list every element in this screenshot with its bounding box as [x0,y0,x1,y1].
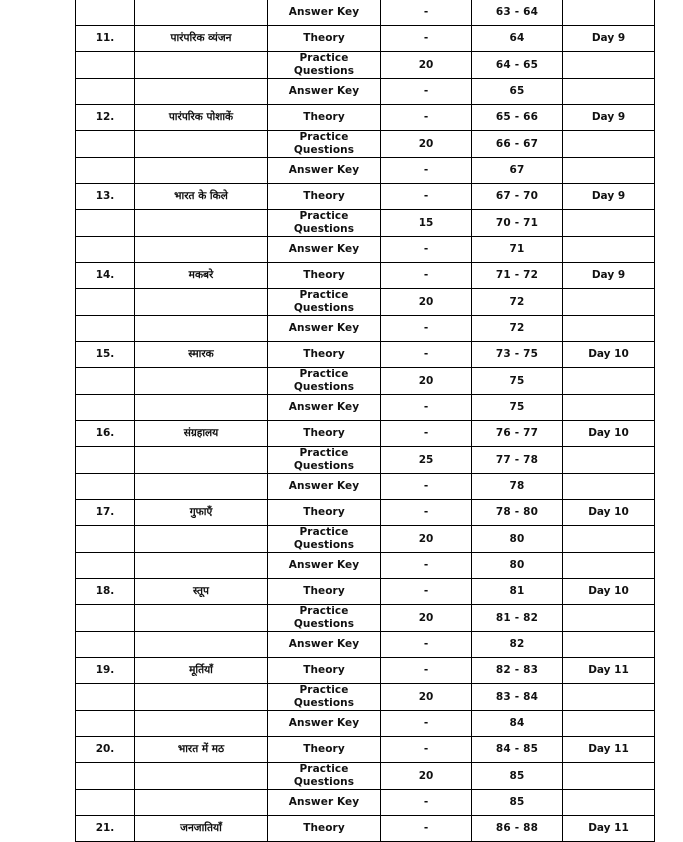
cell-serial-number: 16. [76,421,135,447]
cell-questions: - [381,237,472,263]
cell-serial-number [76,684,135,711]
cell-pages: 67 [472,158,563,184]
table-row [76,737,655,763]
cell-item: Theory [268,421,381,447]
cell-item: Theory [268,500,381,526]
cell-serial-number [76,763,135,790]
cell-pages: 73 - 75 [472,342,563,368]
table-row [76,447,655,474]
cell-day [563,684,655,711]
cell-topic [135,790,268,816]
cell-pages: 71 [472,237,563,263]
cell-topic [135,52,268,79]
cell-serial-number [76,474,135,500]
cell-questions: - [381,158,472,184]
cell-topic [135,763,268,790]
cell-topic [135,131,268,158]
cell-questions: 20 [381,605,472,632]
cell-questions: 20 [381,52,472,79]
cell-day [563,0,655,26]
table-row [76,658,655,684]
table-row [76,763,655,790]
cell-serial-number [76,79,135,105]
cell-topic [135,0,268,26]
cell-serial-number: 18. [76,579,135,605]
cell-pages: 75 [472,368,563,395]
cell-topic [135,395,268,421]
cell-pages: 64 - 65 [472,52,563,79]
cell-item: Theory [268,816,381,842]
cell-item: Theory [268,658,381,684]
cell-pages: 85 [472,790,563,816]
cell-topic [135,237,268,263]
table-row [76,184,655,210]
cell-questions: - [381,711,472,737]
table-row [76,632,655,658]
cell-serial-number [76,711,135,737]
table-row [76,790,655,816]
cell-pages: 65 [472,79,563,105]
cell-pages: 82 - 83 [472,658,563,684]
cell-item: Practice Questions [268,526,381,553]
cell-questions: 20 [381,684,472,711]
cell-day [563,395,655,421]
cell-item: Theory [268,184,381,210]
cell-item: Answer Key [268,790,381,816]
cell-questions: - [381,553,472,579]
cell-topic [135,605,268,632]
cell-topic: जनजातियाँ [135,816,268,842]
cell-pages: 78 [472,474,563,500]
cell-day [563,79,655,105]
cell-day: Day 10 [563,342,655,368]
table-row [76,500,655,526]
table-row [76,210,655,237]
cell-item: Answer Key [268,553,381,579]
cell-serial-number [76,632,135,658]
cell-serial-number [76,447,135,474]
cell-day [563,711,655,737]
cell-item: Answer Key [268,0,381,26]
cell-item: Practice Questions [268,763,381,790]
cell-serial-number [76,605,135,632]
cell-day [563,474,655,500]
cell-topic: भारत के किले [135,184,268,210]
schedule-table [75,0,655,842]
cell-pages: 70 - 71 [472,210,563,237]
cell-day: Day 11 [563,658,655,684]
table-row [76,579,655,605]
cell-pages: 81 - 82 [472,605,563,632]
table-row [76,79,655,105]
cell-day [563,447,655,474]
cell-topic: पारंपरिक व्यंजन [135,26,268,52]
cell-serial-number [76,131,135,158]
table-row [76,263,655,289]
cell-serial-number [76,158,135,184]
cell-topic [135,684,268,711]
cell-topic [135,210,268,237]
cell-day [563,52,655,79]
cell-serial-number [76,237,135,263]
cell-serial-number [76,526,135,553]
cell-questions: - [381,816,472,842]
table-row [76,0,655,26]
cell-item: Answer Key [268,79,381,105]
cell-item: Theory [268,342,381,368]
table-row [76,816,655,842]
cell-questions: - [381,632,472,658]
cell-day: Day 9 [563,184,655,210]
cell-item: Theory [268,26,381,52]
cell-topic: पारंपरिक पोशाकें [135,105,268,131]
cell-topic [135,526,268,553]
cell-questions: - [381,263,472,289]
cell-serial-number: 21. [76,816,135,842]
cell-serial-number: 19. [76,658,135,684]
table-row [76,158,655,184]
cell-pages: 67 - 70 [472,184,563,210]
table-row [76,237,655,263]
table-row [76,368,655,395]
cell-topic: संग्रहालय [135,421,268,447]
cell-questions: 25 [381,447,472,474]
cell-topic: स्तूप [135,579,268,605]
cell-pages: 66 - 67 [472,131,563,158]
cell-item: Practice Questions [268,684,381,711]
cell-item: Practice Questions [268,52,381,79]
cell-day [563,763,655,790]
table-row [76,474,655,500]
cell-item: Answer Key [268,316,381,342]
cell-pages: 84 - 85 [472,737,563,763]
cell-questions: - [381,421,472,447]
cell-item: Theory [268,263,381,289]
cell-topic: स्मारक [135,342,268,368]
cell-questions: - [381,0,472,26]
cell-day [563,526,655,553]
table-row [76,526,655,553]
cell-serial-number [76,395,135,421]
cell-pages: 84 [472,711,563,737]
table-row [76,105,655,131]
cell-serial-number [76,790,135,816]
cell-day [563,210,655,237]
cell-day: Day 9 [563,105,655,131]
cell-pages: 86 - 88 [472,816,563,842]
cell-pages: 63 - 64 [472,0,563,26]
cell-item: Theory [268,737,381,763]
cell-topic [135,632,268,658]
table-row [76,26,655,52]
cell-day [563,632,655,658]
cell-questions: - [381,184,472,210]
cell-item: Practice Questions [268,210,381,237]
cell-questions: - [381,790,472,816]
cell-item: Answer Key [268,474,381,500]
cell-day [563,237,655,263]
cell-questions: - [381,342,472,368]
cell-topic [135,79,268,105]
cell-topic [135,474,268,500]
cell-day [563,553,655,579]
cell-topic [135,711,268,737]
cell-pages: 77 - 78 [472,447,563,474]
cell-day [563,131,655,158]
table-row [76,289,655,316]
cell-day [563,605,655,632]
cell-serial-number: 12. [76,105,135,131]
cell-item: Answer Key [268,158,381,184]
table-row [76,342,655,368]
cell-topic [135,553,268,579]
cell-day: Day 9 [563,263,655,289]
cell-serial-number: 13. [76,184,135,210]
cell-questions: 20 [381,289,472,316]
cell-serial-number [76,210,135,237]
cell-day: Day 10 [563,579,655,605]
cell-item: Answer Key [268,632,381,658]
cell-questions: 15 [381,210,472,237]
cell-day: Day 10 [563,500,655,526]
cell-topic: भारत में मठ [135,737,268,763]
cell-item: Practice Questions [268,447,381,474]
cell-questions: - [381,474,472,500]
cell-pages: 83 - 84 [472,684,563,711]
cell-item: Answer Key [268,711,381,737]
cell-item: Practice Questions [268,131,381,158]
table-row [76,605,655,632]
cell-pages: 72 [472,316,563,342]
cell-day: Day 9 [563,26,655,52]
cell-day: Day 11 [563,737,655,763]
cell-serial-number: 14. [76,263,135,289]
cell-questions: - [381,658,472,684]
cell-item: Theory [268,579,381,605]
cell-topic: गुफाएँ [135,500,268,526]
table-row [76,553,655,579]
cell-serial-number [76,0,135,26]
cell-questions: - [381,316,472,342]
cell-topic: मूर्तियाँ [135,658,268,684]
cell-pages: 76 - 77 [472,421,563,447]
cell-day [563,368,655,395]
cell-questions: - [381,26,472,52]
cell-item: Practice Questions [268,289,381,316]
cell-pages: 81 [472,579,563,605]
cell-serial-number [76,52,135,79]
cell-topic [135,289,268,316]
table-row [76,421,655,447]
cell-questions: 20 [381,368,472,395]
cell-pages: 80 [472,526,563,553]
cell-questions: 20 [381,763,472,790]
cell-serial-number [76,316,135,342]
cell-serial-number: 11. [76,26,135,52]
cell-day [563,289,655,316]
cell-day [563,790,655,816]
cell-questions: 20 [381,526,472,553]
table-row [76,52,655,79]
cell-day: Day 10 [563,421,655,447]
cell-pages: 75 [472,395,563,421]
cell-questions: 20 [381,131,472,158]
cell-topic [135,447,268,474]
cell-questions: - [381,79,472,105]
cell-day: Day 11 [563,816,655,842]
cell-day [563,158,655,184]
table-row [76,395,655,421]
cell-day [563,316,655,342]
cell-pages: 64 [472,26,563,52]
cell-questions: - [381,395,472,421]
cell-questions: - [381,500,472,526]
cell-serial-number: 15. [76,342,135,368]
cell-topic [135,158,268,184]
cell-item: Answer Key [268,237,381,263]
cell-topic [135,368,268,395]
schedule-table-body [76,0,655,842]
cell-pages: 71 - 72 [472,263,563,289]
table-row [76,684,655,711]
cell-pages: 85 [472,763,563,790]
cell-item: Theory [268,105,381,131]
cell-item: Answer Key [268,395,381,421]
cell-pages: 78 - 80 [472,500,563,526]
table-row [76,711,655,737]
cell-pages: 65 - 66 [472,105,563,131]
cell-questions: - [381,579,472,605]
cell-pages: 72 [472,289,563,316]
cell-questions: - [381,105,472,131]
cell-pages: 80 [472,553,563,579]
cell-pages: 82 [472,632,563,658]
table-row [76,316,655,342]
cell-topic: मकबरे [135,263,268,289]
cell-topic [135,316,268,342]
cell-questions: - [381,737,472,763]
cell-serial-number [76,553,135,579]
cell-serial-number [76,368,135,395]
cell-item: Practice Questions [268,368,381,395]
cell-serial-number: 20. [76,737,135,763]
cell-item: Practice Questions [268,605,381,632]
cell-serial-number [76,289,135,316]
table-row [76,131,655,158]
cell-serial-number: 17. [76,500,135,526]
